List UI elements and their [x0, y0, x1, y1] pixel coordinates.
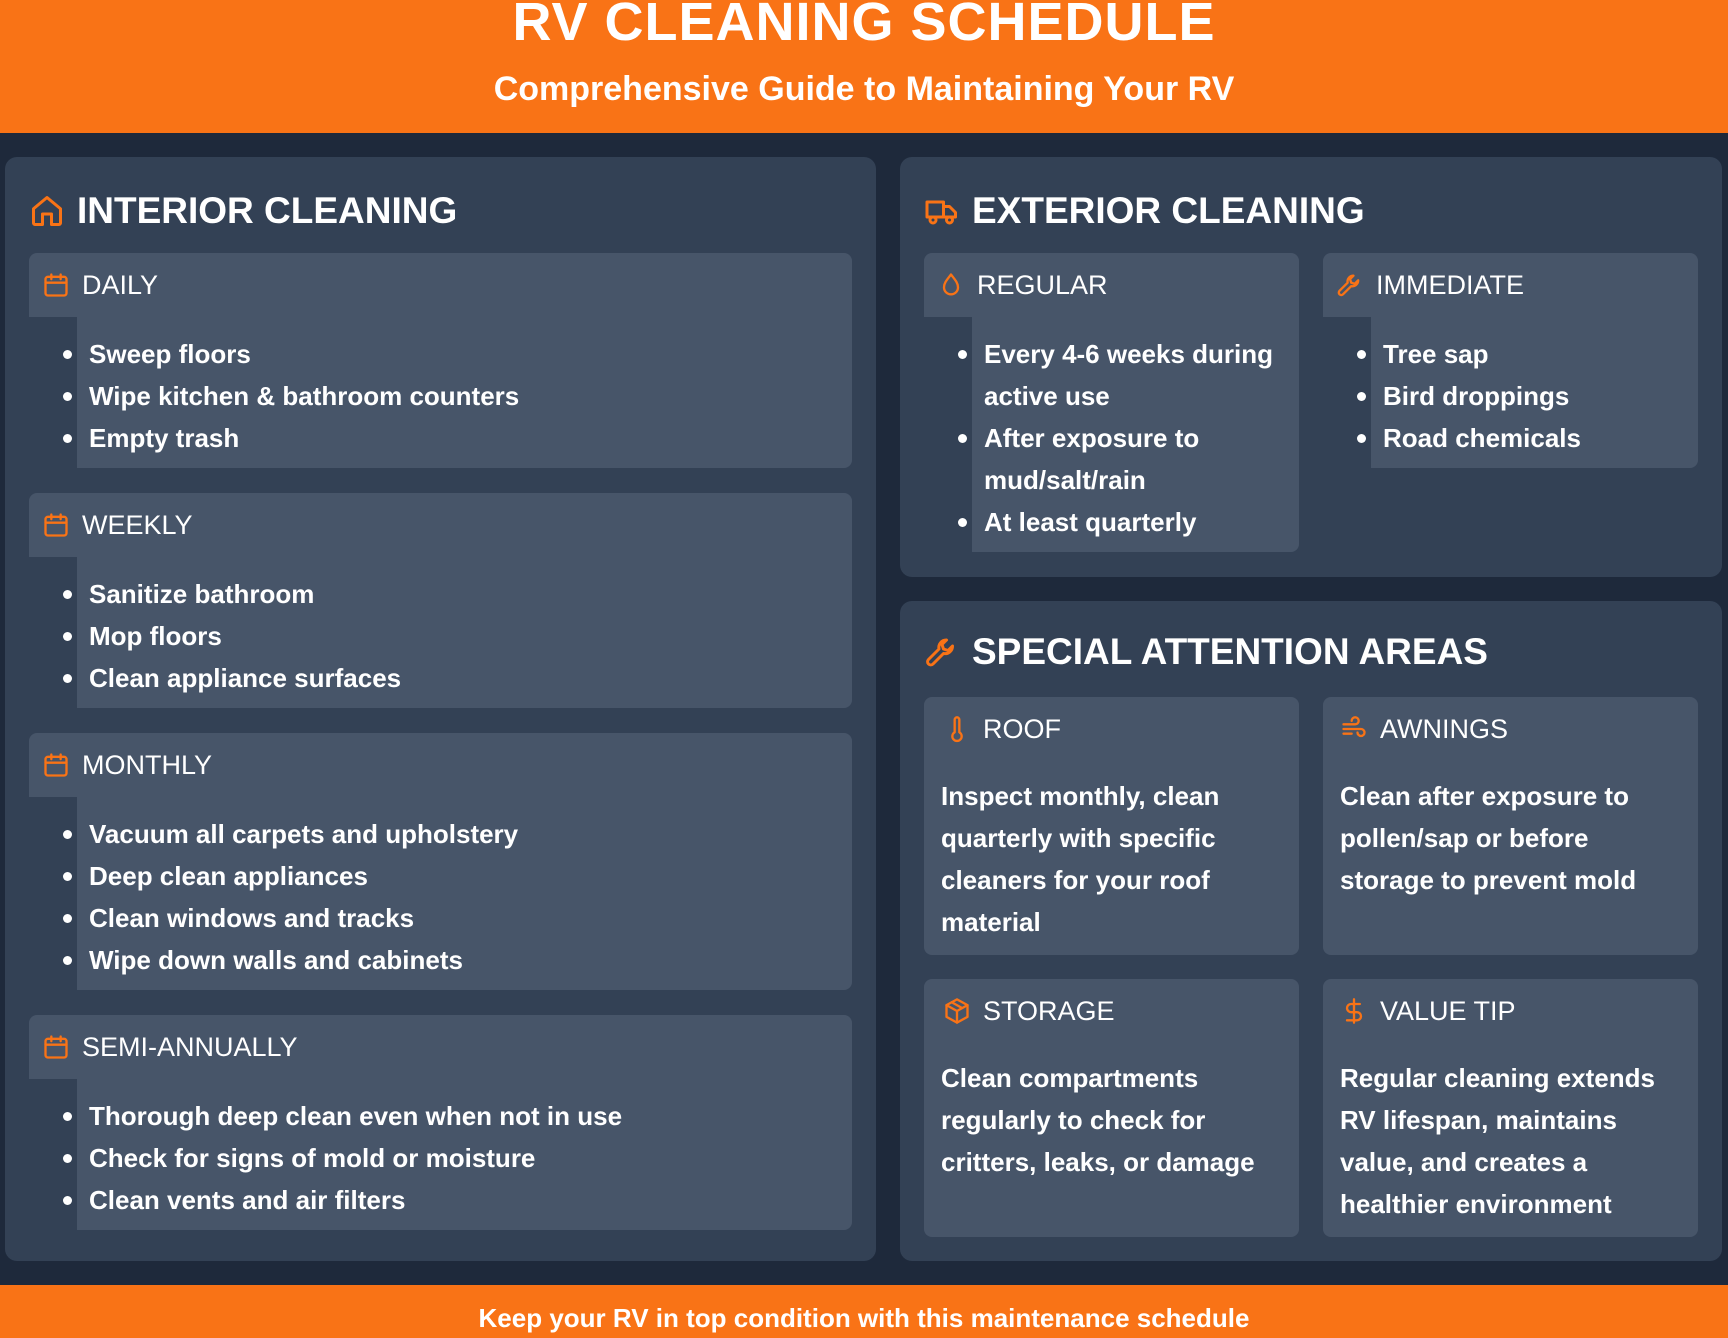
regular-card-header: [924, 253, 1299, 317]
interior-cleaning-heading: [29, 187, 457, 235]
calendar-icon: [42, 1033, 70, 1061]
awnings-label: AWNINGS: [1380, 714, 1508, 744]
semi-annually-list: [63, 1095, 840, 1221]
daily-label: DAILY: [82, 270, 159, 300]
storage-card: [924, 979, 1299, 1237]
weekly-card: [29, 493, 852, 708]
weekly-card-header: [29, 493, 852, 557]
list-item: Vacuum all carpets and upholstery: [63, 813, 840, 855]
list-item: Wipe down walls and cabinets: [63, 939, 840, 981]
roof-card: [924, 697, 1299, 955]
list-item: Mop floors: [63, 615, 840, 657]
roof-description: Inspect monthly, clean quarterly with specific cleaners for your roof material: [941, 781, 1220, 937]
regular-label: REGULAR: [977, 270, 1108, 300]
list-item: Check for signs of mold or moisture: [63, 1137, 840, 1179]
value-tip-card-header: [1323, 979, 1698, 1043]
immediate-label: IMMEDIATE: [1376, 270, 1524, 300]
list-item: Wipe kitchen & bathroom counters: [63, 375, 840, 417]
calendar-icon: [42, 511, 70, 539]
value-tip-label: VALUE TIP: [1380, 996, 1516, 1026]
interior-cleaning-panel: [5, 157, 876, 1261]
storage-label: STORAGE: [983, 996, 1115, 1026]
list-item: Empty trash: [63, 417, 840, 459]
page-header: [0, 0, 1728, 133]
wrench-icon: [1336, 271, 1364, 299]
immediate-card: [1323, 253, 1698, 468]
list-item: Road chemicals: [1357, 417, 1686, 459]
weekly-label: WEEKLY: [82, 510, 193, 540]
list-item: Sanitize bathroom: [63, 573, 840, 615]
awnings-card: [1323, 697, 1698, 955]
page-subtitle: Comprehensive Guide to Maintaining Your RV: [493, 70, 1235, 108]
semi-annually-label: SEMI-ANNUALLY: [82, 1032, 298, 1062]
exterior-cleaning-title: EXTERIOR CLEANING: [972, 190, 1365, 231]
page-footer: [0, 1285, 1728, 1338]
list-item: Deep clean appliances: [63, 855, 840, 897]
immediate-card-header: [1323, 253, 1698, 317]
wind-icon: [1340, 715, 1368, 743]
awnings-description: Clean after exposure to pollen/sap or before storage to prevent mold: [1340, 781, 1637, 895]
calendar-icon: [42, 271, 70, 299]
roof-card-header: [924, 697, 1299, 761]
list-item: At least quarterly: [958, 501, 1287, 543]
semi-annually-card: [29, 1015, 852, 1230]
list-item: Clean appliance surfaces: [63, 657, 840, 699]
list-item: Clean vents and air filters: [63, 1179, 840, 1221]
daily-card: [29, 253, 852, 468]
page-title: RV CLEANING SCHEDULE: [512, 0, 1216, 52]
list-item: Clean windows and tracks: [63, 897, 840, 939]
list-item: Sweep floors: [63, 333, 840, 375]
roof-label: ROOF: [983, 714, 1061, 744]
home-icon: [29, 193, 65, 229]
exterior-cleaning-heading: [924, 187, 1365, 235]
wrench-icon: [924, 634, 960, 670]
dollar-icon: [1340, 997, 1368, 1025]
calendar-icon: [42, 751, 70, 779]
awnings-card-header: [1323, 697, 1698, 761]
immediate-list: [1357, 333, 1686, 459]
monthly-list: [63, 813, 840, 981]
storage-description: Clean compartments regularly to check for critters, leaks, or damage: [941, 1063, 1255, 1177]
footer-text: Keep your RV in top condition with this maintenance schedule: [478, 1303, 1250, 1333]
thermometer-icon: [943, 715, 971, 743]
weekly-list: [63, 573, 840, 699]
regular-card: [924, 253, 1299, 552]
exterior-cleaning-panel: [900, 157, 1722, 577]
monthly-label: MONTHLY: [82, 750, 213, 780]
semi-annually-card-header: [29, 1015, 852, 1079]
special-attention-heading: [924, 628, 1488, 676]
value-tip-card: [1323, 979, 1698, 1237]
monthly-card-header: [29, 733, 852, 797]
special-attention-title: SPECIAL ATTENTION AREAS: [972, 631, 1488, 672]
storage-card-header: [924, 979, 1299, 1043]
package-icon: [943, 997, 971, 1025]
regular-list: [958, 333, 1287, 543]
truck-icon: [924, 193, 960, 229]
daily-card-header: [29, 253, 852, 317]
monthly-card: [29, 733, 852, 990]
interior-cleaning-title: INTERIOR CLEANING: [77, 190, 458, 231]
list-item: Every 4-6 weeks during active use: [958, 333, 1287, 417]
list-item: Thorough deep clean even when not in use: [63, 1095, 840, 1137]
list-item: Bird droppings: [1357, 375, 1686, 417]
list-item: After exposure to mud/salt/rain: [958, 417, 1287, 501]
value-tip-description: Regular cleaning extends RV lifespan, maintains value, and creates a healthier environment: [1340, 1063, 1655, 1219]
list-item: Tree sap: [1357, 333, 1686, 375]
special-attention-panel: [900, 601, 1722, 1261]
droplet-icon: [937, 271, 965, 299]
daily-list: [63, 333, 840, 459]
